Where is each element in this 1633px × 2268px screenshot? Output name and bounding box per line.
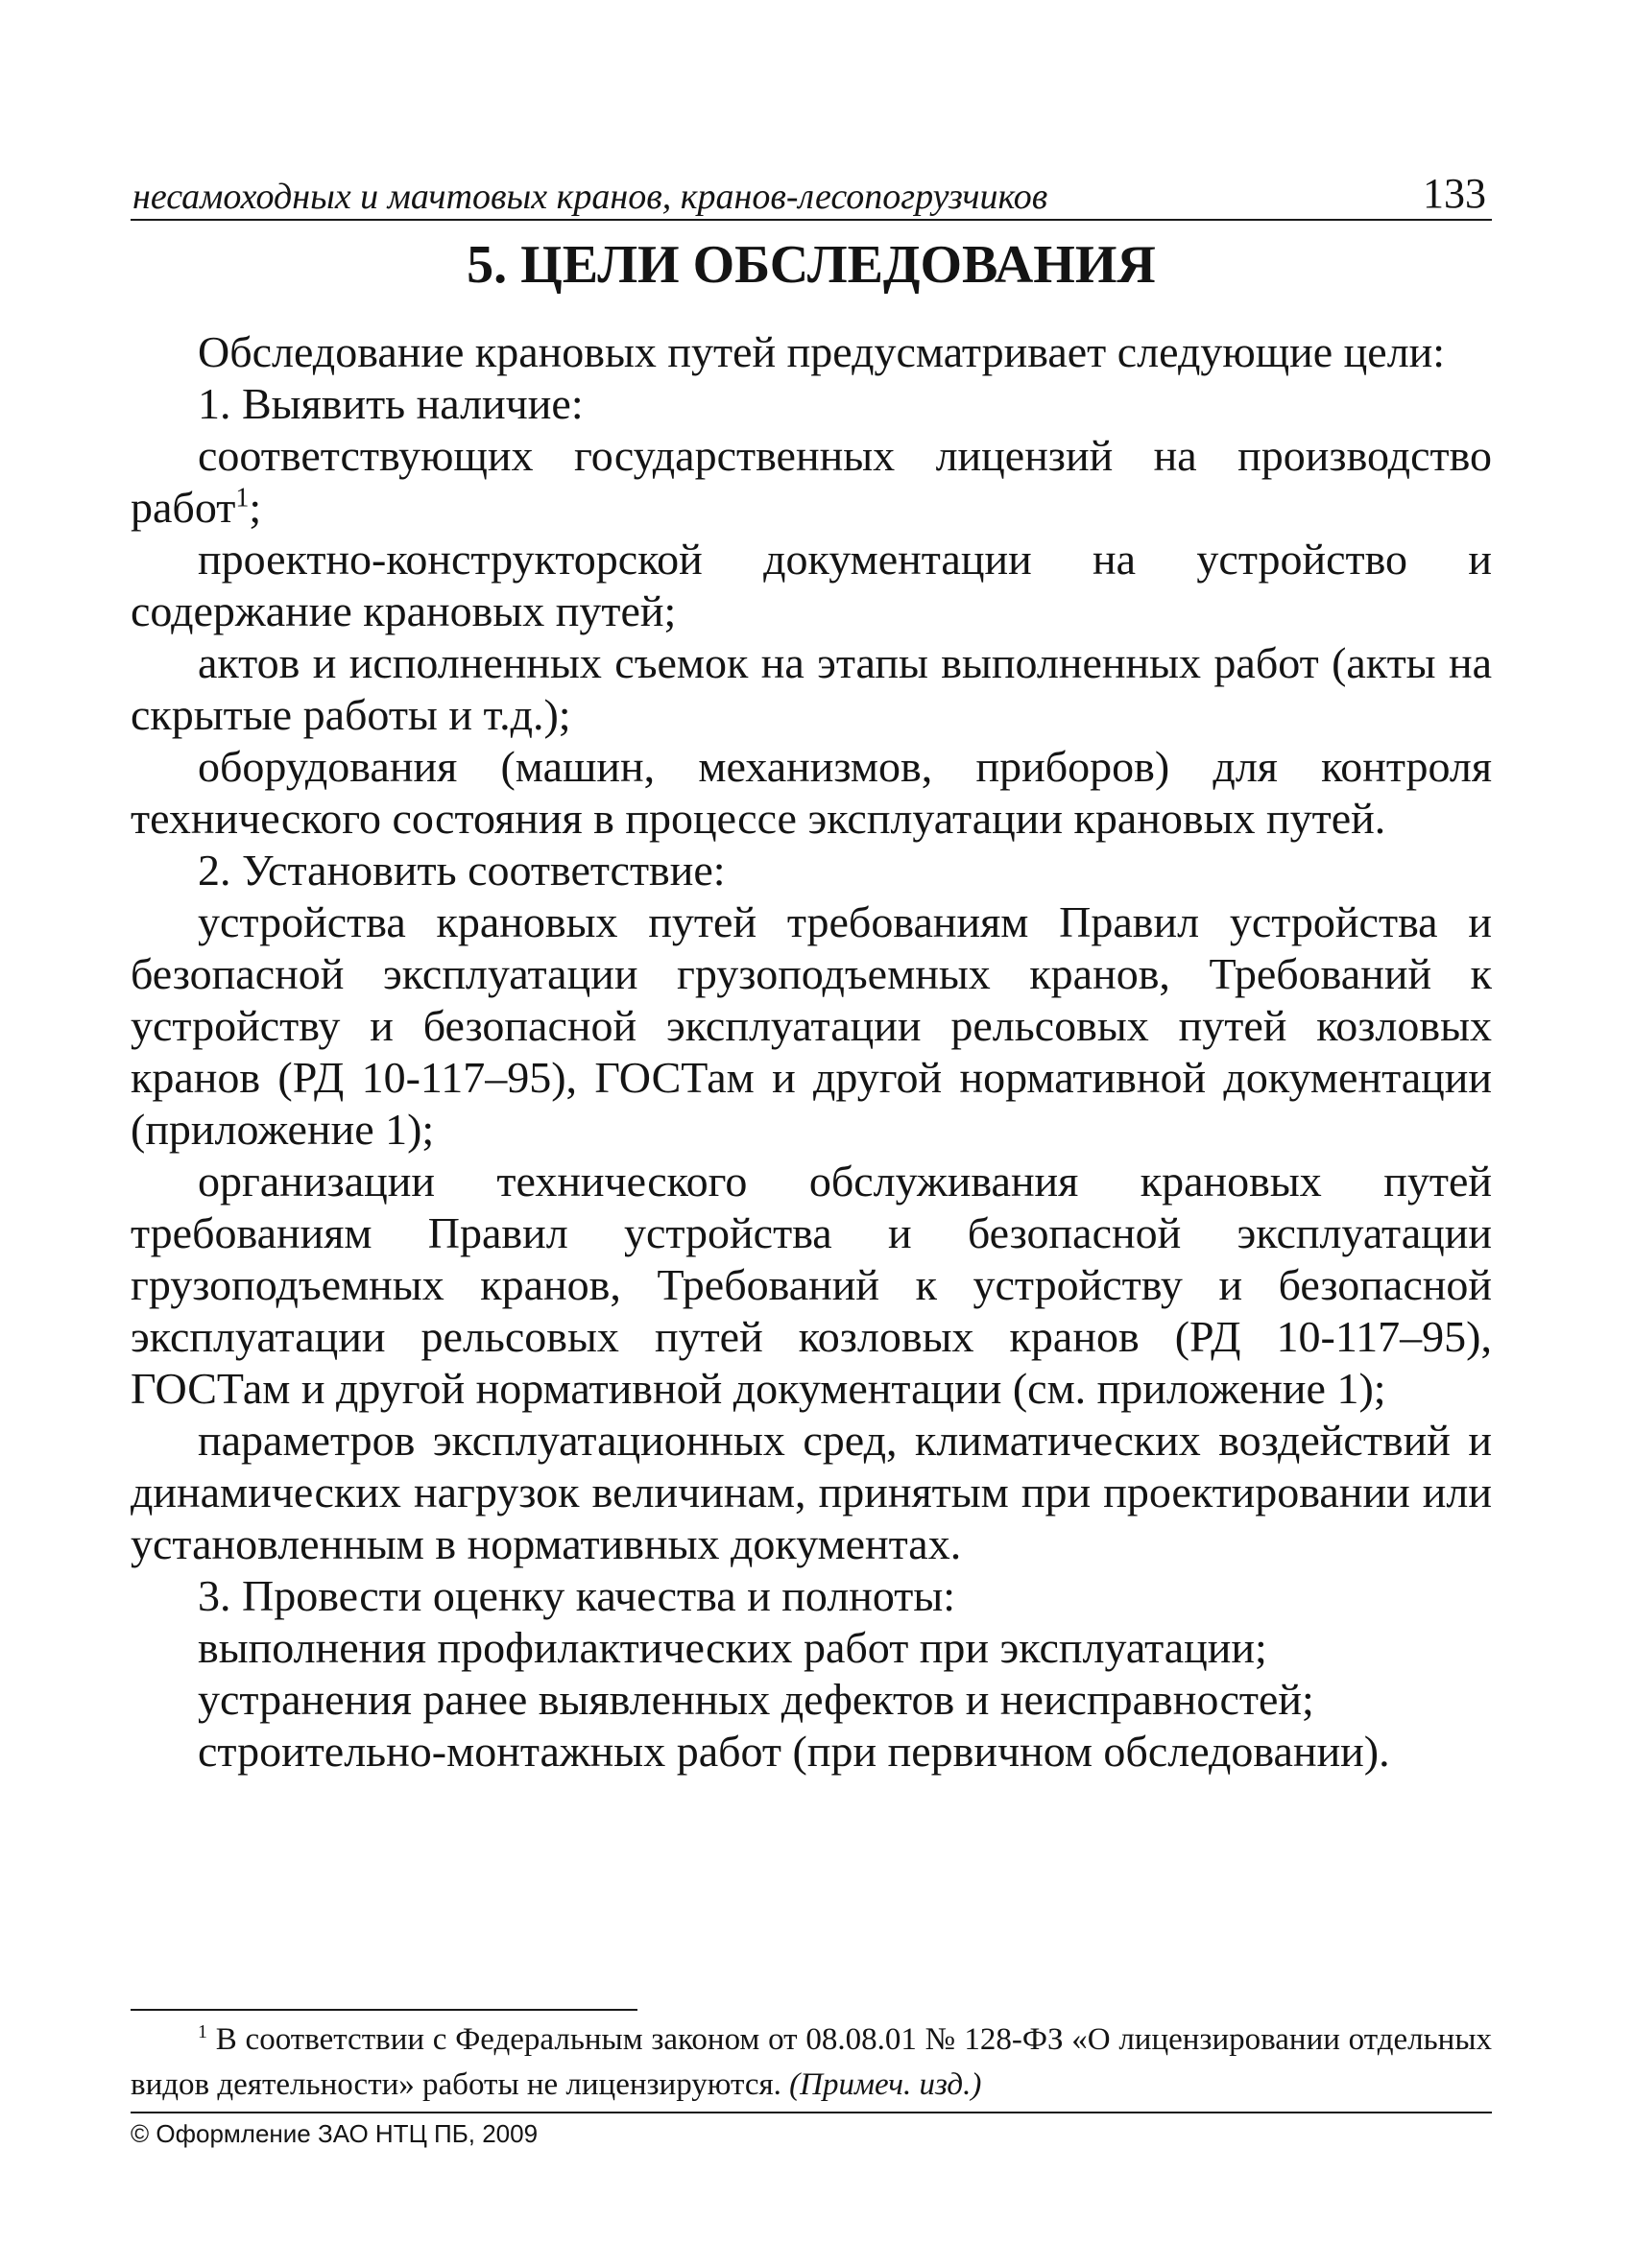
paragraph: устранения ранее выявленных дефектов и неисправностей; <box>198 1675 1314 1724</box>
paragraph-punctuation: ; <box>249 483 262 532</box>
paragraph: актов и исполненных съемок на этапы выполненных работ (акты на скрытые работы и т.д.); <box>131 638 1492 739</box>
paragraph-with-footnote-ref <box>131 430 1492 534</box>
paragraph: Обследование крановых путей предусматривает следующие цели: <box>198 327 1446 376</box>
paragraph: параметров эксплуатационных сред, климатических воздействий и динамических нагрузок величинам, принятым при проектировании или установленным в нормативных документах. <box>131 1416 1492 1568</box>
paragraph: оборудования (машин, механизмов, приборов) для контроля технического состояния в процессе эксплуатации крановых путей. <box>131 742 1492 843</box>
footnote-marker: 1 <box>198 2021 207 2042</box>
paragraph: организации технического обслуживания крановых путей требованиям Правил устройства и безопасной эксплуатации грузоподъемных кранов, Требований к устройству и безопасной эксплуатации рельсовых путей козловых кранов (РД 10-117–95), ГОСТам и другой нормативной документации (см. приложение 1); <box>131 1157 1492 1413</box>
footnote-divider <box>131 2009 637 2011</box>
footnote-reference: 1 <box>235 483 250 513</box>
paragraph: 1. Выявить наличие: <box>198 379 584 428</box>
editor-note: (Примеч. изд.) <box>789 2067 982 2102</box>
body-text <box>131 326 1492 1778</box>
copyright-notice: © Оформление ЗАО НТЦ ПБ, 2009 <box>131 2119 539 2148</box>
paragraph: устройства крановых путей требованиям Правил устройства и безопасной эксплуатации грузоподъемных кранов, Требований к устройству и безопасной эксплуатации рельсовых путей козловых кранов (РД 10-117–95), ГОСТам и другой нормативной документации (приложение 1); <box>131 897 1492 1154</box>
paragraph: 2. Установить соответствие: <box>198 846 726 895</box>
paragraph: выполнения профилактических работ при эксплуатации; <box>198 1623 1267 1672</box>
page-number: 133 <box>1423 170 1486 217</box>
paragraph: строительно-монтажных работ (при первичном обследовании). <box>198 1727 1390 1776</box>
section-title: 5. ЦЕЛИ ОБСЛЕДОВАНИЯ <box>467 235 1156 295</box>
running-title: несамоходных и мачтовых кранов, кранов-лесопогрузчиков <box>132 177 1048 217</box>
paragraph: 3. Провести оценку качества и полноты: <box>198 1571 956 1620</box>
footnote <box>131 2017 1492 2108</box>
paragraph: проектно-конструкторской документации на устройство и содержание крановых путей; <box>131 535 1492 635</box>
document-page <box>131 0 1492 2268</box>
bottom-divider <box>131 2112 1492 2113</box>
running-header <box>131 165 1492 221</box>
footnote-text: В соответствии с Федеральным законом от 08.08.01 № 128-ФЗ «О лицензировании отдельных видов деятельности» работы не лицензируются. <box>131 2022 1493 2102</box>
paragraph-text: соответствующих государственных лицензий на производство работ <box>131 431 1492 532</box>
